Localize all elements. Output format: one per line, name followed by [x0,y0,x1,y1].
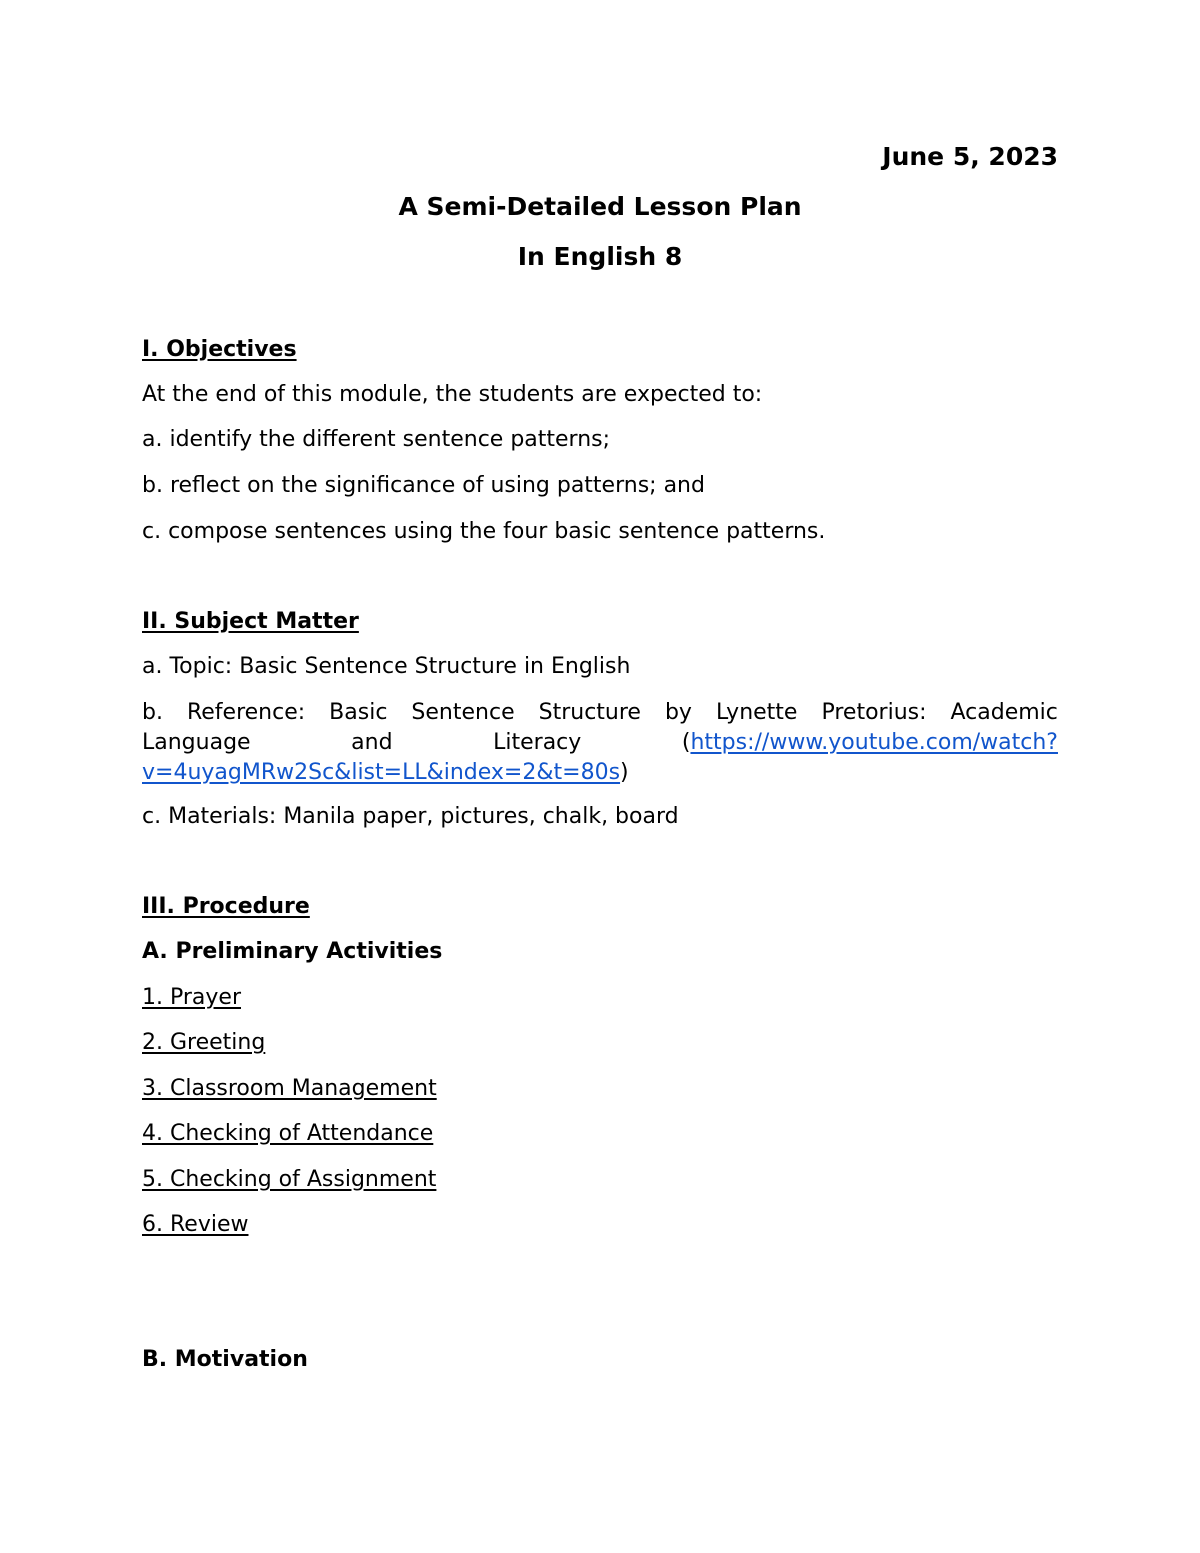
procedure-item-review: 6. Review [142,1212,249,1237]
reference-word: Reference: [186,700,306,725]
document-subtitle: In English 8 [517,242,683,271]
subject-reference [142,698,1058,788]
document-date: June 5, 2023 [882,142,1058,171]
reference-word: Academic [950,700,1058,725]
procedure-heading: III. Procedure [142,894,310,919]
procedure-item-prayer: 1. Prayer [142,985,241,1010]
subject-matter-heading: II. Subject Matter [142,609,359,634]
reference-word: Structure [538,700,641,725]
objectives-heading: I. Objectives [142,337,297,362]
reference-link-part-2[interactable]: v=4uyagMRw2Sc&list=LL&index=2&t=80s [142,760,621,785]
reference-line-1 [142,698,1058,728]
reference-word: and [351,730,393,755]
subject-topic: a. Topic: Basic Sentence Structure in English [142,654,631,679]
reference-word: Literacy [493,730,582,755]
procedure-item-attendance: 4. Checking of Attendance [142,1121,434,1146]
objective-item-a: a. identify the different sentence patterns; [142,427,611,452]
reference-word: Basic [329,700,388,725]
reference-word: by [664,700,692,725]
reference-open-paren: ( [681,730,691,755]
procedure-item-assignment: 5. Checking of Assignment [142,1167,437,1192]
reference-word: b. [142,700,163,725]
reference-close-paren: ) [620,760,629,785]
reference-word: Sentence [411,700,515,725]
preliminary-activities-heading: A. Preliminary Activities [142,939,443,964]
procedure-item-classroom-management: 3. Classroom Management [142,1076,437,1101]
objective-item-c: c. compose sentences using the four basic sentence patterns. [142,519,826,544]
motivation-heading: B. Motivation [142,1347,308,1372]
reference-word: Lynette [715,700,798,725]
reference-line-3 [142,758,1058,788]
procedure-item-greeting: 2. Greeting [142,1030,266,1055]
reference-link-part-1[interactable]: https://www.youtube.com/watch? [690,730,1058,755]
subject-materials: c. Materials: Manila paper, pictures, chalk, board [142,804,679,829]
document-title: A Semi-Detailed Lesson Plan [398,192,802,221]
reference-word: Language [142,730,251,755]
objective-item-b: b. reflect on the significance of using patterns; and [142,473,705,498]
objectives-intro: At the end of this module, the students are expected to: [142,382,763,407]
reference-link-wrap [682,728,1058,758]
reference-line-2 [142,728,1058,758]
reference-word: Pretorius: [821,700,927,725]
